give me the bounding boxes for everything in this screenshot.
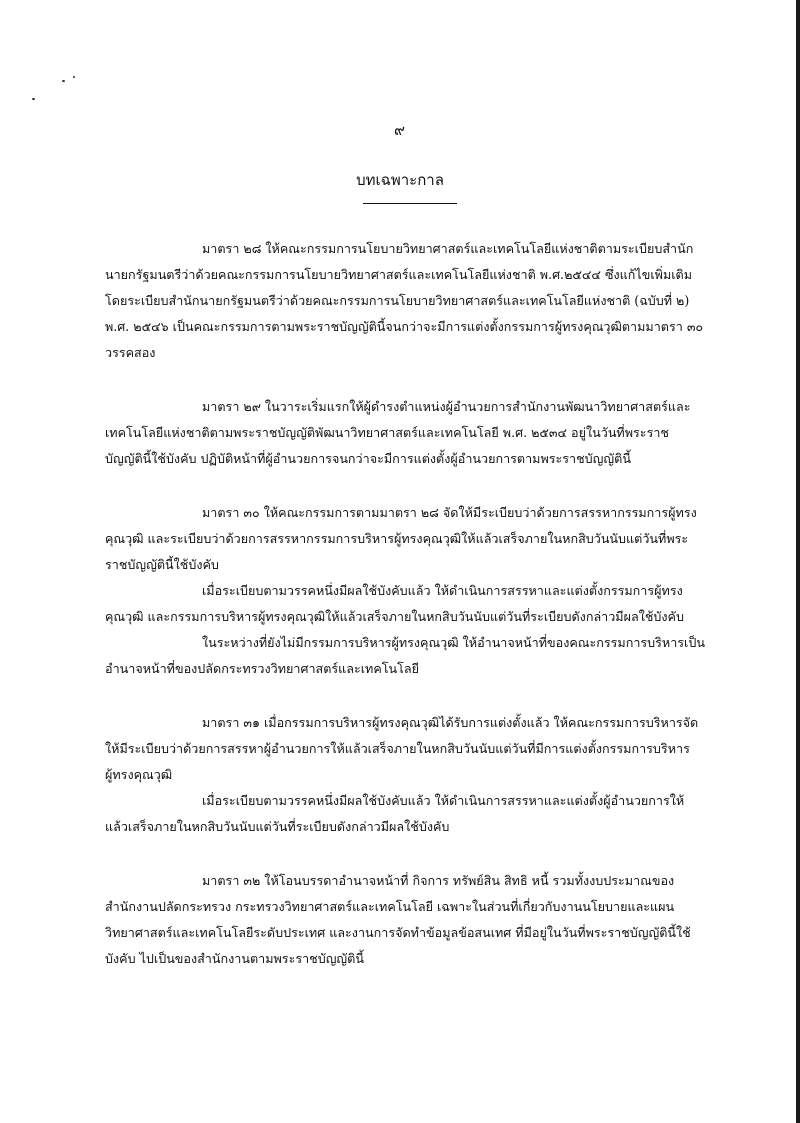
- chapter-title: บทเฉพาะกาล: [356, 171, 444, 189]
- paragraph: มาตรา ๓๒ ให้โอนบรรดาอำนาจหน้าที่ กิจการ ทรัพย์สิน สิทธิ หนี้ รวมทั้งงบประมาณของสำนักงานปลัดกระทรวง กระทรวงวิทยาศาสตร์และเทคโนโลยี เฉพาะในส่วนที่เกี่ยวกับงานนโยบายและแผนวิทยาศาสตร์และเทคโนโลยีระดับประเทศ และงานการจัดทำข้อมูลข้อสนเทศ ที่มีอยู่ในวันที่พระราชบัญญัตินี้ใช้บังคับ ไปเป็นของสำนักงานตามพระราชบัญญัตินี้: [105, 873, 691, 966]
- paragraph: มาตรา ๓๑ เมื่อกรรมการบริหารผู้ทรงคุณวุฒิได้รับการแต่งตั้งแล้ว ให้คณะกรรมการบริหารจัดให้มีระเบียบว่าด้วยการสรรหาผู้อำนวยการให้แล้วเสร็จภายในหกสิบวันนับแต่วันที่มีการแต่งตั้งกรรมการบริหารผู้ทรงคุณวุฒิ: [105, 715, 699, 782]
- scan-speck: [32, 98, 35, 100]
- paragraph: ในระหว่างที่ยังไม่มีกรรมการบริหารผู้ทรงคุณวุฒิ ให้อำนาจหน้าที่ของคณะกรรมการบริหารเป็นอำนาจหน้าที่ของปลัดกระทรวงวิทยาศาสตร์และเทคโนโลยี: [105, 635, 705, 676]
- paragraph: เมื่อระเบียบตามวรรคหนึ่งมีผลใช้บังคับแล้ว ให้ดำเนินการสรรหาและแต่งตั้งผู้อำนวยการให้แล้วเสร็จภายในหกสิบวันนับแต่วันที่ระเบียบดังกล่าวมีผลใช้บังคับ: [105, 793, 685, 834]
- section-30: [105, 500, 705, 682]
- scan-speck: [73, 76, 75, 78]
- document-body: [105, 236, 705, 1000]
- section-32: [105, 868, 705, 972]
- section-29: [105, 394, 705, 472]
- paragraph: มาตรา ๒๙ ในวาระเริ่มแรกให้ผู้ดำรงตำแหน่งผู้อำนวยการสำนักงานพัฒนาวิทยาศาสตร์และเทคโนโลยีแห่งชาติตามพระราชบัญญัติพัฒนาวิทยาศาสตร์และเทคโนโลยี พ.ศ. ๒๕๓๔ อยู่ในวันที่พระราชบัญญัตินี้ใช้บังคับ ปฏิบัติหน้าที่ผู้อำนวยการจนกว่าจะมีการแต่งตั้งผู้อำนวยการตามพระราชบัญญัตินี้: [105, 399, 691, 466]
- page-number: ๙: [394, 121, 406, 139]
- title-underline: [363, 203, 457, 204]
- paragraph: มาตรา ๓๐ ให้คณะกรรมการตามมาตรา ๒๘ จัดให้มีระเบียบว่าด้วยการสรรหากรรมการผู้ทรงคุณวุฒิ และระเบียบว่าด้วยการสรรหากรรมการบริหารผู้ทรงคุณวุฒิให้แล้วเสร็จภายในหกสิบวันนับแต่วันที่พระราชบัญญัตินี้ใช้บังคับ: [105, 505, 697, 572]
- section-28: [105, 236, 705, 366]
- section-31: [105, 710, 705, 840]
- scan-speck: [62, 80, 65, 82]
- paragraph: เมื่อระเบียบตามวรรคหนึ่งมีผลใช้บังคับแล้ว ให้ดำเนินการสรรหาและแต่งตั้งกรรมการผู้ทรงคุณวุฒิ และกรรมการบริหารผู้ทรงคุณวุฒิให้แล้วเสร็จภายในหกสิบวันนับแต่วันที่ระเบียบดังกล่าวมีผลใช้บังคับ: [105, 583, 684, 624]
- paragraph: มาตรา ๒๘ ให้คณะกรรมการนโยบายวิทยาศาสตร์และเทคโนโลยีแห่งชาติตามระเบียบสำนักนายกรัฐมนตรีว่าด้วยคณะกรรมการนโยบายวิทยาศาสตร์และเทคโนโลยีแห่งชาติ พ.ศ.๒๕๔๔ ซึ่งแก้ไขเพิ่มเติมโดยระเบียบสำนักนายกรัฐมนตรีว่าด้วยคณะกรรมการนโยบายวิทยาศาสตร์และเทคโนโลยีแห่งชาติ (ฉบับที่ ๒) พ.ศ. ๒๕๔๖ เป็นคณะกรรมการตามพระราชบัญญัตินี้จนกว่าจะมีการแต่งตั้งกรรมการผู้ทรงคุณวุฒิตามมาตรา ๓๐ วรรคสอง: [105, 241, 704, 360]
